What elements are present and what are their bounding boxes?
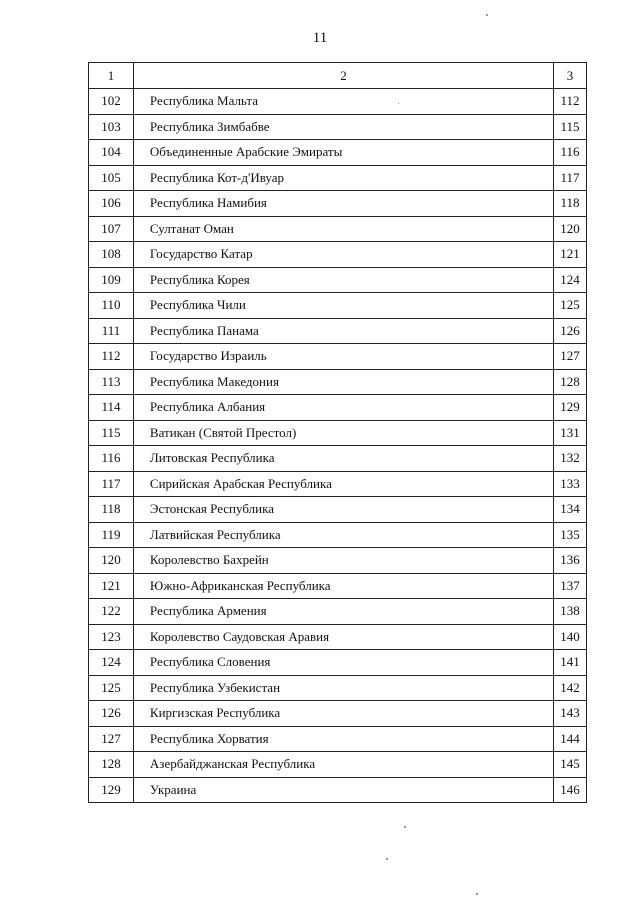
country-name: Южно-Африканская Республика: [133, 573, 553, 599]
table-header-row: [89, 63, 587, 89]
scan-speck: [404, 826, 406, 828]
page-ref: 115: [554, 114, 587, 140]
row-number: 114: [89, 395, 134, 421]
table-row: [89, 293, 587, 319]
table-row: [89, 242, 587, 268]
country-name: Киргизская Республика: [133, 701, 553, 727]
country-name: Государство Катар: [133, 242, 553, 268]
table-row: [89, 497, 587, 523]
row-number: 121: [89, 573, 134, 599]
scan-speck: [398, 103, 399, 104]
table-row: [89, 471, 587, 497]
country-name: Республика Албания: [133, 395, 553, 421]
row-number: 104: [89, 140, 134, 166]
table-row: [89, 548, 587, 574]
row-number: 127: [89, 726, 134, 752]
row-number: 111: [89, 318, 134, 344]
row-number: 125: [89, 675, 134, 701]
column-header-number: 1: [89, 63, 134, 89]
country-name: Государство Израиль: [133, 344, 553, 370]
table-row: [89, 420, 587, 446]
country-name: Азербайджанская Республика: [133, 752, 553, 778]
page-ref: 142: [554, 675, 587, 701]
page-ref: 141: [554, 650, 587, 676]
page-ref: 132: [554, 446, 587, 472]
table-row: [89, 650, 587, 676]
table-row: [89, 369, 587, 395]
table-row: [89, 114, 587, 140]
country-name: Республика Армения: [133, 599, 553, 625]
table-row: [89, 344, 587, 370]
country-name: Сирийская Арабская Республика: [133, 471, 553, 497]
table-row: [89, 777, 587, 803]
page-ref: 143: [554, 701, 587, 727]
table-row: [89, 624, 587, 650]
page-number: 11: [312, 30, 328, 46]
country-name: Литовская Республика: [133, 446, 553, 472]
country-name: Республика Панама: [133, 318, 553, 344]
row-number: 119: [89, 522, 134, 548]
row-number: 109: [89, 267, 134, 293]
country-name: Республика Кот-д'Ивуар: [133, 165, 553, 191]
row-number: 124: [89, 650, 134, 676]
table-row: [89, 395, 587, 421]
row-number: 106: [89, 191, 134, 217]
country-name: Королевство Саудовская Аравия: [133, 624, 553, 650]
table-row: [89, 675, 587, 701]
page-ref: 121: [554, 242, 587, 268]
row-number: 105: [89, 165, 134, 191]
country-name: Королевство Бахрейн: [133, 548, 553, 574]
row-number: 102: [89, 89, 134, 115]
page-ref: 136: [554, 548, 587, 574]
country-name: Республика Македония: [133, 369, 553, 395]
page-ref: 140: [554, 624, 587, 650]
page-ref: 145: [554, 752, 587, 778]
country-name: Республика Узбекистан: [133, 675, 553, 701]
table-row: [89, 446, 587, 472]
row-number: 112: [89, 344, 134, 370]
row-number: 118: [89, 497, 134, 523]
page-ref: 129: [554, 395, 587, 421]
page-ref: 116: [554, 140, 587, 166]
country-name: Латвийская Республика: [133, 522, 553, 548]
page-ref: 117: [554, 165, 587, 191]
scan-speck: [386, 858, 388, 860]
country-name: Республика Хорватия: [133, 726, 553, 752]
page-ref: 134: [554, 497, 587, 523]
page-ref: 137: [554, 573, 587, 599]
row-number: 116: [89, 446, 134, 472]
page-ref: 133: [554, 471, 587, 497]
page-ref: 126: [554, 318, 587, 344]
row-number: 126: [89, 701, 134, 727]
country-name: Республика Зимбабве: [133, 114, 553, 140]
table-row: [89, 701, 587, 727]
page-ref: 124: [554, 267, 587, 293]
country-name: Республика Намибия: [133, 191, 553, 217]
row-number: 123: [89, 624, 134, 650]
row-number: 128: [89, 752, 134, 778]
table-row: [89, 191, 587, 217]
page-ref: 127: [554, 344, 587, 370]
table-row: [89, 165, 587, 191]
country-name: Султанат Оман: [133, 216, 553, 242]
country-name: Ватикан (Святой Престол): [133, 420, 553, 446]
page-ref: 135: [554, 522, 587, 548]
row-number: 129: [89, 777, 134, 803]
column-header-page: 3: [554, 63, 587, 89]
page-ref: 138: [554, 599, 587, 625]
page-ref: 131: [554, 420, 587, 446]
page-ref: 146: [554, 777, 587, 803]
table-row: [89, 599, 587, 625]
scan-speck: [486, 14, 488, 16]
row-number: 117: [89, 471, 134, 497]
table-row: [89, 140, 587, 166]
scan-speck: [476, 893, 478, 895]
country-name: Эстонская Республика: [133, 497, 553, 523]
row-number: 107: [89, 216, 134, 242]
table-row: [89, 752, 587, 778]
table-row: [89, 522, 587, 548]
page-ref: 112: [554, 89, 587, 115]
country-name: Объединенные Арабские Эмираты: [133, 140, 553, 166]
country-name: Республика Мальта: [133, 89, 553, 115]
countries-table: [88, 62, 587, 803]
country-name: Украина: [133, 777, 553, 803]
table-row: [89, 318, 587, 344]
row-number: 103: [89, 114, 134, 140]
row-number: 115: [89, 420, 134, 446]
row-number: 120: [89, 548, 134, 574]
row-number: 110: [89, 293, 134, 319]
table-row: [89, 89, 587, 115]
page-ref: 128: [554, 369, 587, 395]
country-name: Республика Словения: [133, 650, 553, 676]
page-ref: 125: [554, 293, 587, 319]
page-ref: 144: [554, 726, 587, 752]
table-row: [89, 267, 587, 293]
row-number: 122: [89, 599, 134, 625]
page-ref: 120: [554, 216, 587, 242]
country-name: Республика Чили: [133, 293, 553, 319]
row-number: 113: [89, 369, 134, 395]
page-ref: 118: [554, 191, 587, 217]
country-name: Республика Корея: [133, 267, 553, 293]
table-row: [89, 726, 587, 752]
column-header-name: 2: [133, 63, 553, 89]
table-row: [89, 216, 587, 242]
row-number: 108: [89, 242, 134, 268]
table-row: [89, 573, 587, 599]
